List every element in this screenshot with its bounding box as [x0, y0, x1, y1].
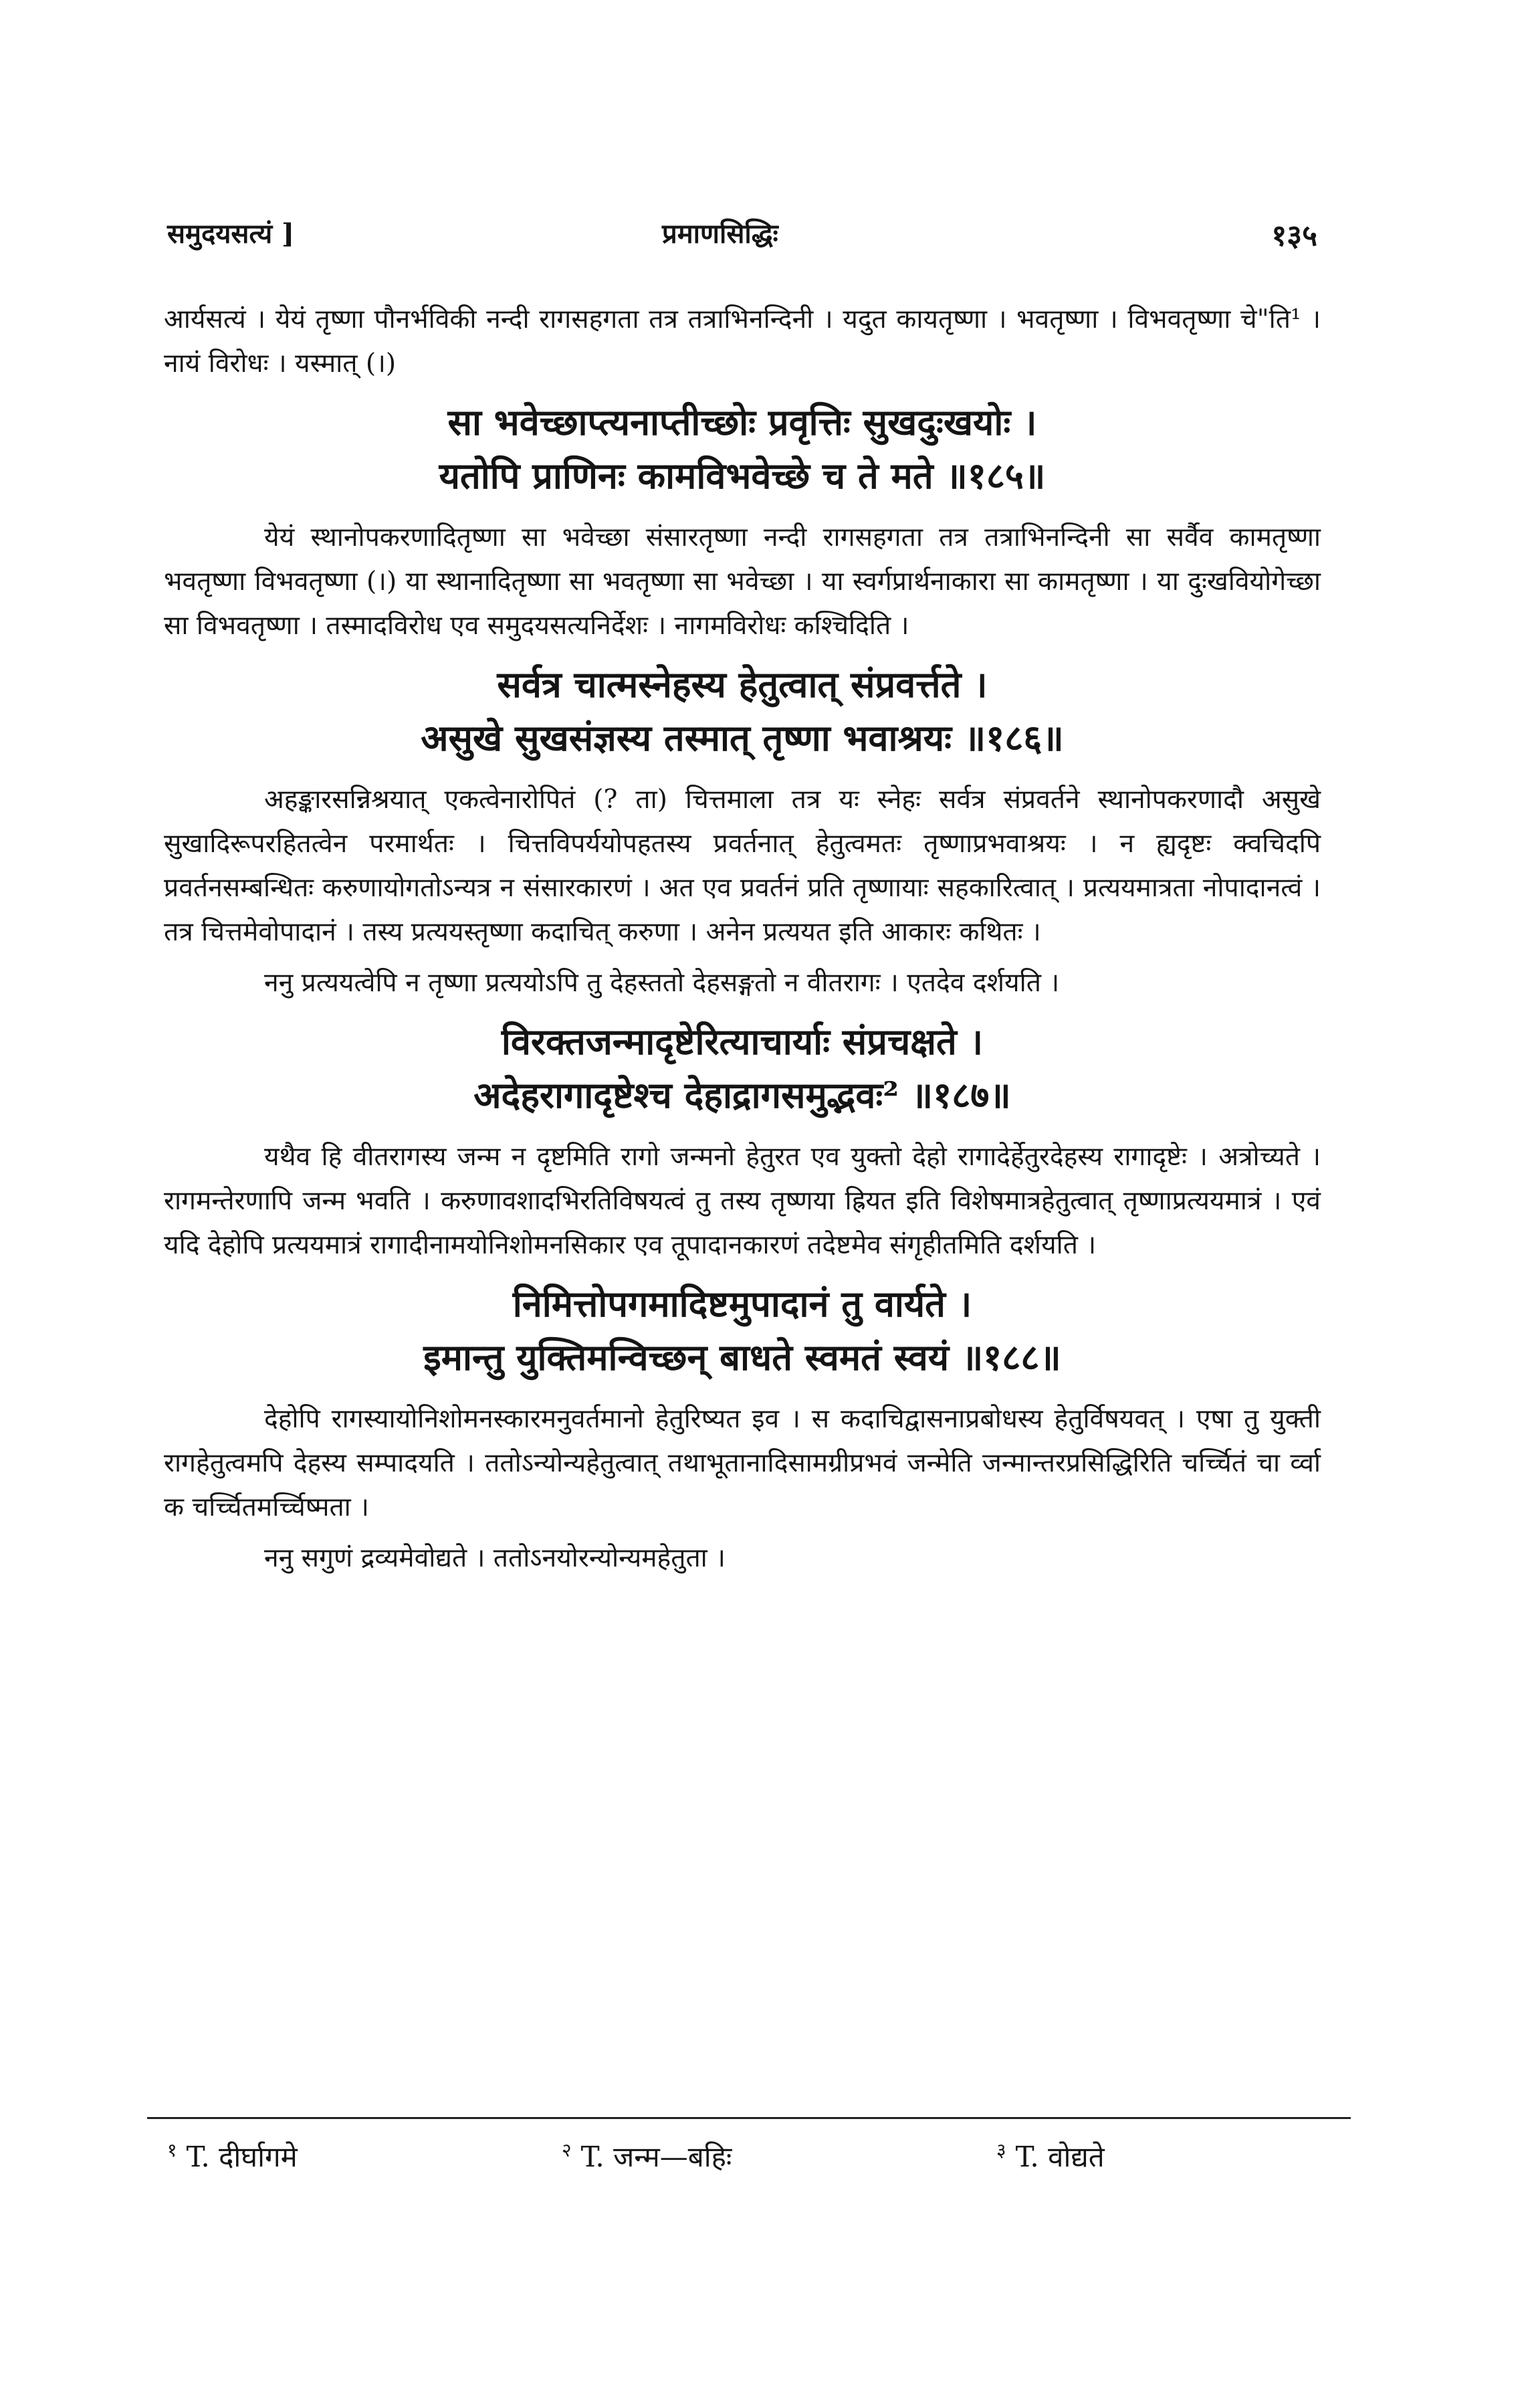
verse-line: इमान्तु युक्तिमन्विच्छन् बाधते स्वमतं स्वयं ॥१८८॥: [423, 1336, 1061, 1379]
verse-line: विरक्तजन्मादृष्टेरित्याचार्याः संप्रचक्षते ।: [501, 1020, 984, 1063]
commentary-paragraph: अहङ्कारसन्निश्रयात् एकत्वेनारोपितं (? ता) चित्तमाला तत्र यः स्नेहः सर्वत्र संप्रवर्तने स्थानोपकरणादौ असुखे सुखादिरूपरहितत्वेन परमार्थतः । चित्तविपर्ययोपहतस्य प्रवर्तनात् हेतुत्वमतः तृष्णाप्रभवाश्रयः । न ह्यदृष्टः क्वचिदपि प्रवर्तनसम्बन्धितः करुणायोगतोऽन्यत्र न संसारकारणं । अत एव प्रवर्तनं प्रति तृष्णायाः सहकारित्वात् । प्रत्ययमात्रता नोपादानत्वं । तत्र चित्तमेवोपादानं । तस्य प्रत्ययस्तृष्णा कदाचित् करुणा । अनेन प्रत्ययत इति आकारः कथितः ।: [164, 785, 1321, 947]
verse-line: अदेहरागादृष्टेश्च देहाद्रागसमुद्भवः² ॥१८७॥: [473, 1074, 1011, 1116]
book-title: प्रमाणसिद्धिः: [662, 218, 778, 249]
footnote-marker: २: [562, 2139, 572, 2161]
footnote-text: T. वोद्यते: [1015, 2140, 1105, 2173]
commentary-paragraph: येयं स्थानोपकरणादितृष्णा सा भवेच्छा संसारतृष्णा नन्दी रागसहगता तत्र तत्राभिनन्दिनी सा सर्वैव कामतृष्णा भवतृष्णा विभवतृष्णा (।) या स्थानादितृष्णा सा भवतृष्णा सा भवेच्छा । या स्वर्गप्रार्थनाकारा सा कामतृष्णा । या दुःखवियोगेच्छा सा विभवतृष्णा । तस्मादविरोध एव समुदयसत्यनिर्देशः । नागमविरोधः कश्चिदिति ।: [164, 522, 1321, 641]
verse-block: [164, 395, 1321, 502]
verse-block: [164, 658, 1321, 765]
footnote-marker: १: [167, 2139, 177, 2161]
commentary-paragraph: देहोपि रागस्यायोनिशोमनस्कारमनुवर्तमानो हेतुरिष्यत इव । स कदाचिद्वासनाप्रबोधस्य हेतुर्विषयवत् । एषा तु युक्ती रागहेतुत्वमपि देहस्य सम्पादयति । ततोऽन्योन्यहेतुत्वात् तथाभूतानादिसामग्रीप्रभवं जन्मेति जन्मान्तरप्रसिद्धिरिति चर्च्चितं चा र्व्वा क चर्च्चितमर्च्चिष्मता ।: [164, 1404, 1321, 1522]
verse-block: [164, 1015, 1321, 1122]
section-title: समुदयसत्यं ]: [167, 218, 295, 249]
commentary-paragraph: ननु सगुणं द्रव्यमेवोद्यते । ततोऽनयोरन्योन्यमहेतुता ।: [264, 1543, 726, 1573]
footnotes: [167, 2137, 1304, 2184]
footnote-3: [996, 2137, 1105, 2175]
commentary-paragraph: यथैव हि वीतरागस्य जन्म न दृष्टमिति रागो जन्मनो हेतुरत एव युक्तो देहो रागादेर्हेतुरदेहस्य रागादृष्टेः । अत्रोच्यते । रागमन्तेरणापि जन्म भवति । करुणावशादभिरतिविषयत्वं तु तस्य तृष्णया ह्रियत इति विशेषमात्रहेतुत्वात् तृष्णाप्रत्ययमात्रं । एवं यदि देहोपि प्रत्ययमात्रं रागादीनामयोनिशोमनसिकार एव तूपादानकारणं तदेष्टमेव संगृहीतमिति दर्शयति ।: [164, 1142, 1321, 1260]
running-header: [167, 214, 1317, 268]
footnote-text: T. दीर्घागमे: [186, 2140, 298, 2173]
verse-line: असुखे सुखसंज्ञस्य तस्मात् तृष्णा भवाश्रयः ॥१८६॥: [421, 716, 1064, 759]
footnote-divider: [147, 2117, 1351, 2119]
verse-block: [164, 1277, 1321, 1384]
page-number: १३५: [1271, 219, 1317, 253]
verse-line: निमित्तोपगमादिष्टमुपादानं तु वार्यते ।: [512, 1282, 972, 1325]
footnote-2: [562, 2137, 732, 2175]
commentary-paragraph: ननु प्रत्ययत्वेपि न तृष्णा प्रत्ययोऽपि तु देहस्ततो देहसङ्गतो न वीतरागः । एतदेव दर्शयति ।: [264, 968, 1060, 998]
footnote-1: [167, 2137, 298, 2175]
commentary-paragraph: आर्यसत्यं । येयं तृष्णा पौनर्भविकी नन्दी रागसहगता तत्र तत्राभिनन्दिनी । यदुत कायतृष्णा । भवतृष्णा । विभवतृष्णा चे"ति¹ । नायं विरोधः । यस्मात् (।): [164, 304, 1321, 379]
verse-line: सा भवेच्छाप्त्यनाप्तीच्छोः प्रवृत्तिः सुखदुःखयोः ।: [447, 401, 1037, 443]
footnote-text: T. जन्म—बहिः: [580, 2140, 732, 2173]
footnote-marker: ३: [996, 2139, 1006, 2161]
page-body: [164, 298, 1321, 1587]
verse-line: यतोपि प्राणिनः कामविभवेच्छे च ते मते ॥१८५॥: [439, 454, 1046, 497]
verse-line: सर्वत्र चात्मस्नेहस्य हेतुत्वात् संप्रवर्त्तते ।: [497, 663, 988, 706]
